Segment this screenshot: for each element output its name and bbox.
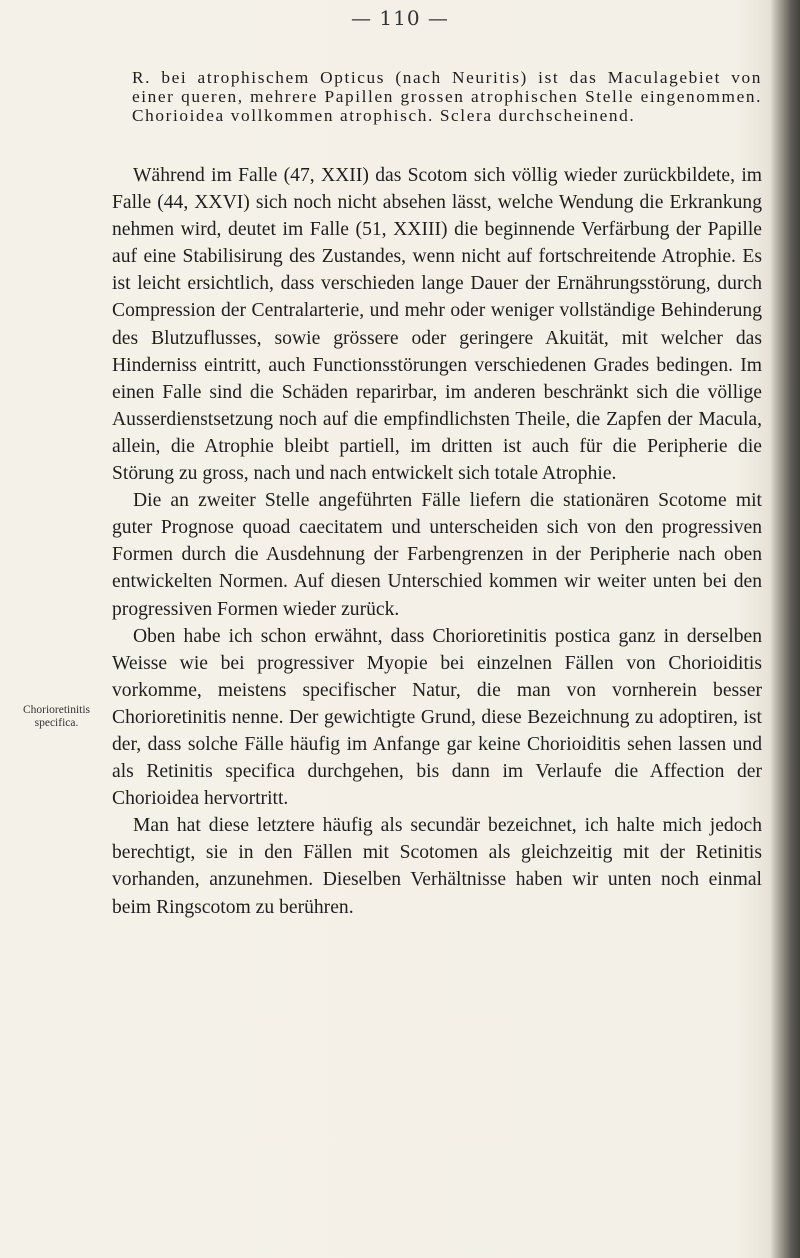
case-description [112, 68, 762, 125]
paragraph: Man hat diese letztere häufig als secundär bezeichnet, ich halte mich jedoch berechtigt, sie in den Fällen mit Scotomen als gleichzeitig mit der Retinitis vorhanden, anzunehmen. Dieselben Verhältnisse haben wir unten noch einmal beim Ringscotom zu berühren. [112, 815, 762, 918]
paragraph: Während im Falle (47, XXII) das Scotom sich völlig wieder zurückbildete, im Falle (44, XXVI) sich noch nicht absehen lässt, welche Wendung die Erkrankung nehmen wird, deutet im Falle (51, XXIII) die beginnende Verfärbung der Papille auf eine Stabilisirung des Zustandes, wenn nicht auf fortschreitende Atrophie. Es ist leicht ersichtlich, dass verschieden lange Dauer der Ernährungsstörung, durch Compression der Centralarterie, und mehr oder weniger vollständige Behinderung des Blutzuflusses, sowie grössere oder geringere Akuität, mit welcher das Hinderniss eintritt, auch Functionsstörungen verschiedenen Grades bedingen. Im einen Falle sind die Schäden reparirbar, im anderen beschränkt sich die völlige Ausserdienstsetzung noch auf die empfindlichsten Theile, die Zapfen der Macula, allein, die Atrophie bleibt partiell, im dritten ist auch für die Peripherie die Störung zu gross, nach und nach entwickelt sich totale Atrophie. [112, 165, 762, 485]
page-header: — 110 — [351, 6, 449, 30]
case-description-text: R. bei atrophischem Opticus (nach Neuritis) ist das Maculagebiet von einer queren, mehrere Papillen grossen atrophischen Stelle eingenommen. Chorioidea vollkommen atrophisch. Sclera durchscheinend. [132, 68, 762, 125]
main-text [112, 162, 762, 921]
margin-note: Chorioretinitis specifica. [22, 704, 91, 729]
paragraph: Die an zweiter Stelle angeführten Fälle liefern die stationären Scotome mit guter Prognose quoad caecitatem und unterscheiden sich von den progressiven Formen durch die Ausdehnung der Farbengrenzen in der Peripherie nach oben entwickelten Normen. Auf diesen Unterschied kommen wir weiter unten bei den progressiven Formen wieder zurück. [112, 490, 762, 620]
page-edge-shadow [770, 0, 800, 1258]
paragraph: Oben habe ich schon erwähnt, dass Chorioretinitis postica ganz in derselben Weisse wie bei progressiver Myopie bei einzelnen Fällen von Chorioiditis vorkomme, meistens specifischer Natur, die man von vornherein besser Chorioretinitis nenne. Der gewichtigte Grund, diese Bezeichnung zu adoptiren, ist der, dass solche Fälle häufig im Anfange gar keine Chorioiditis sehen lassen und als Retinitis specifica durchgehen, bis dann im Verlaufe die Affection der Chorioidea hervortritt. [112, 625, 762, 810]
